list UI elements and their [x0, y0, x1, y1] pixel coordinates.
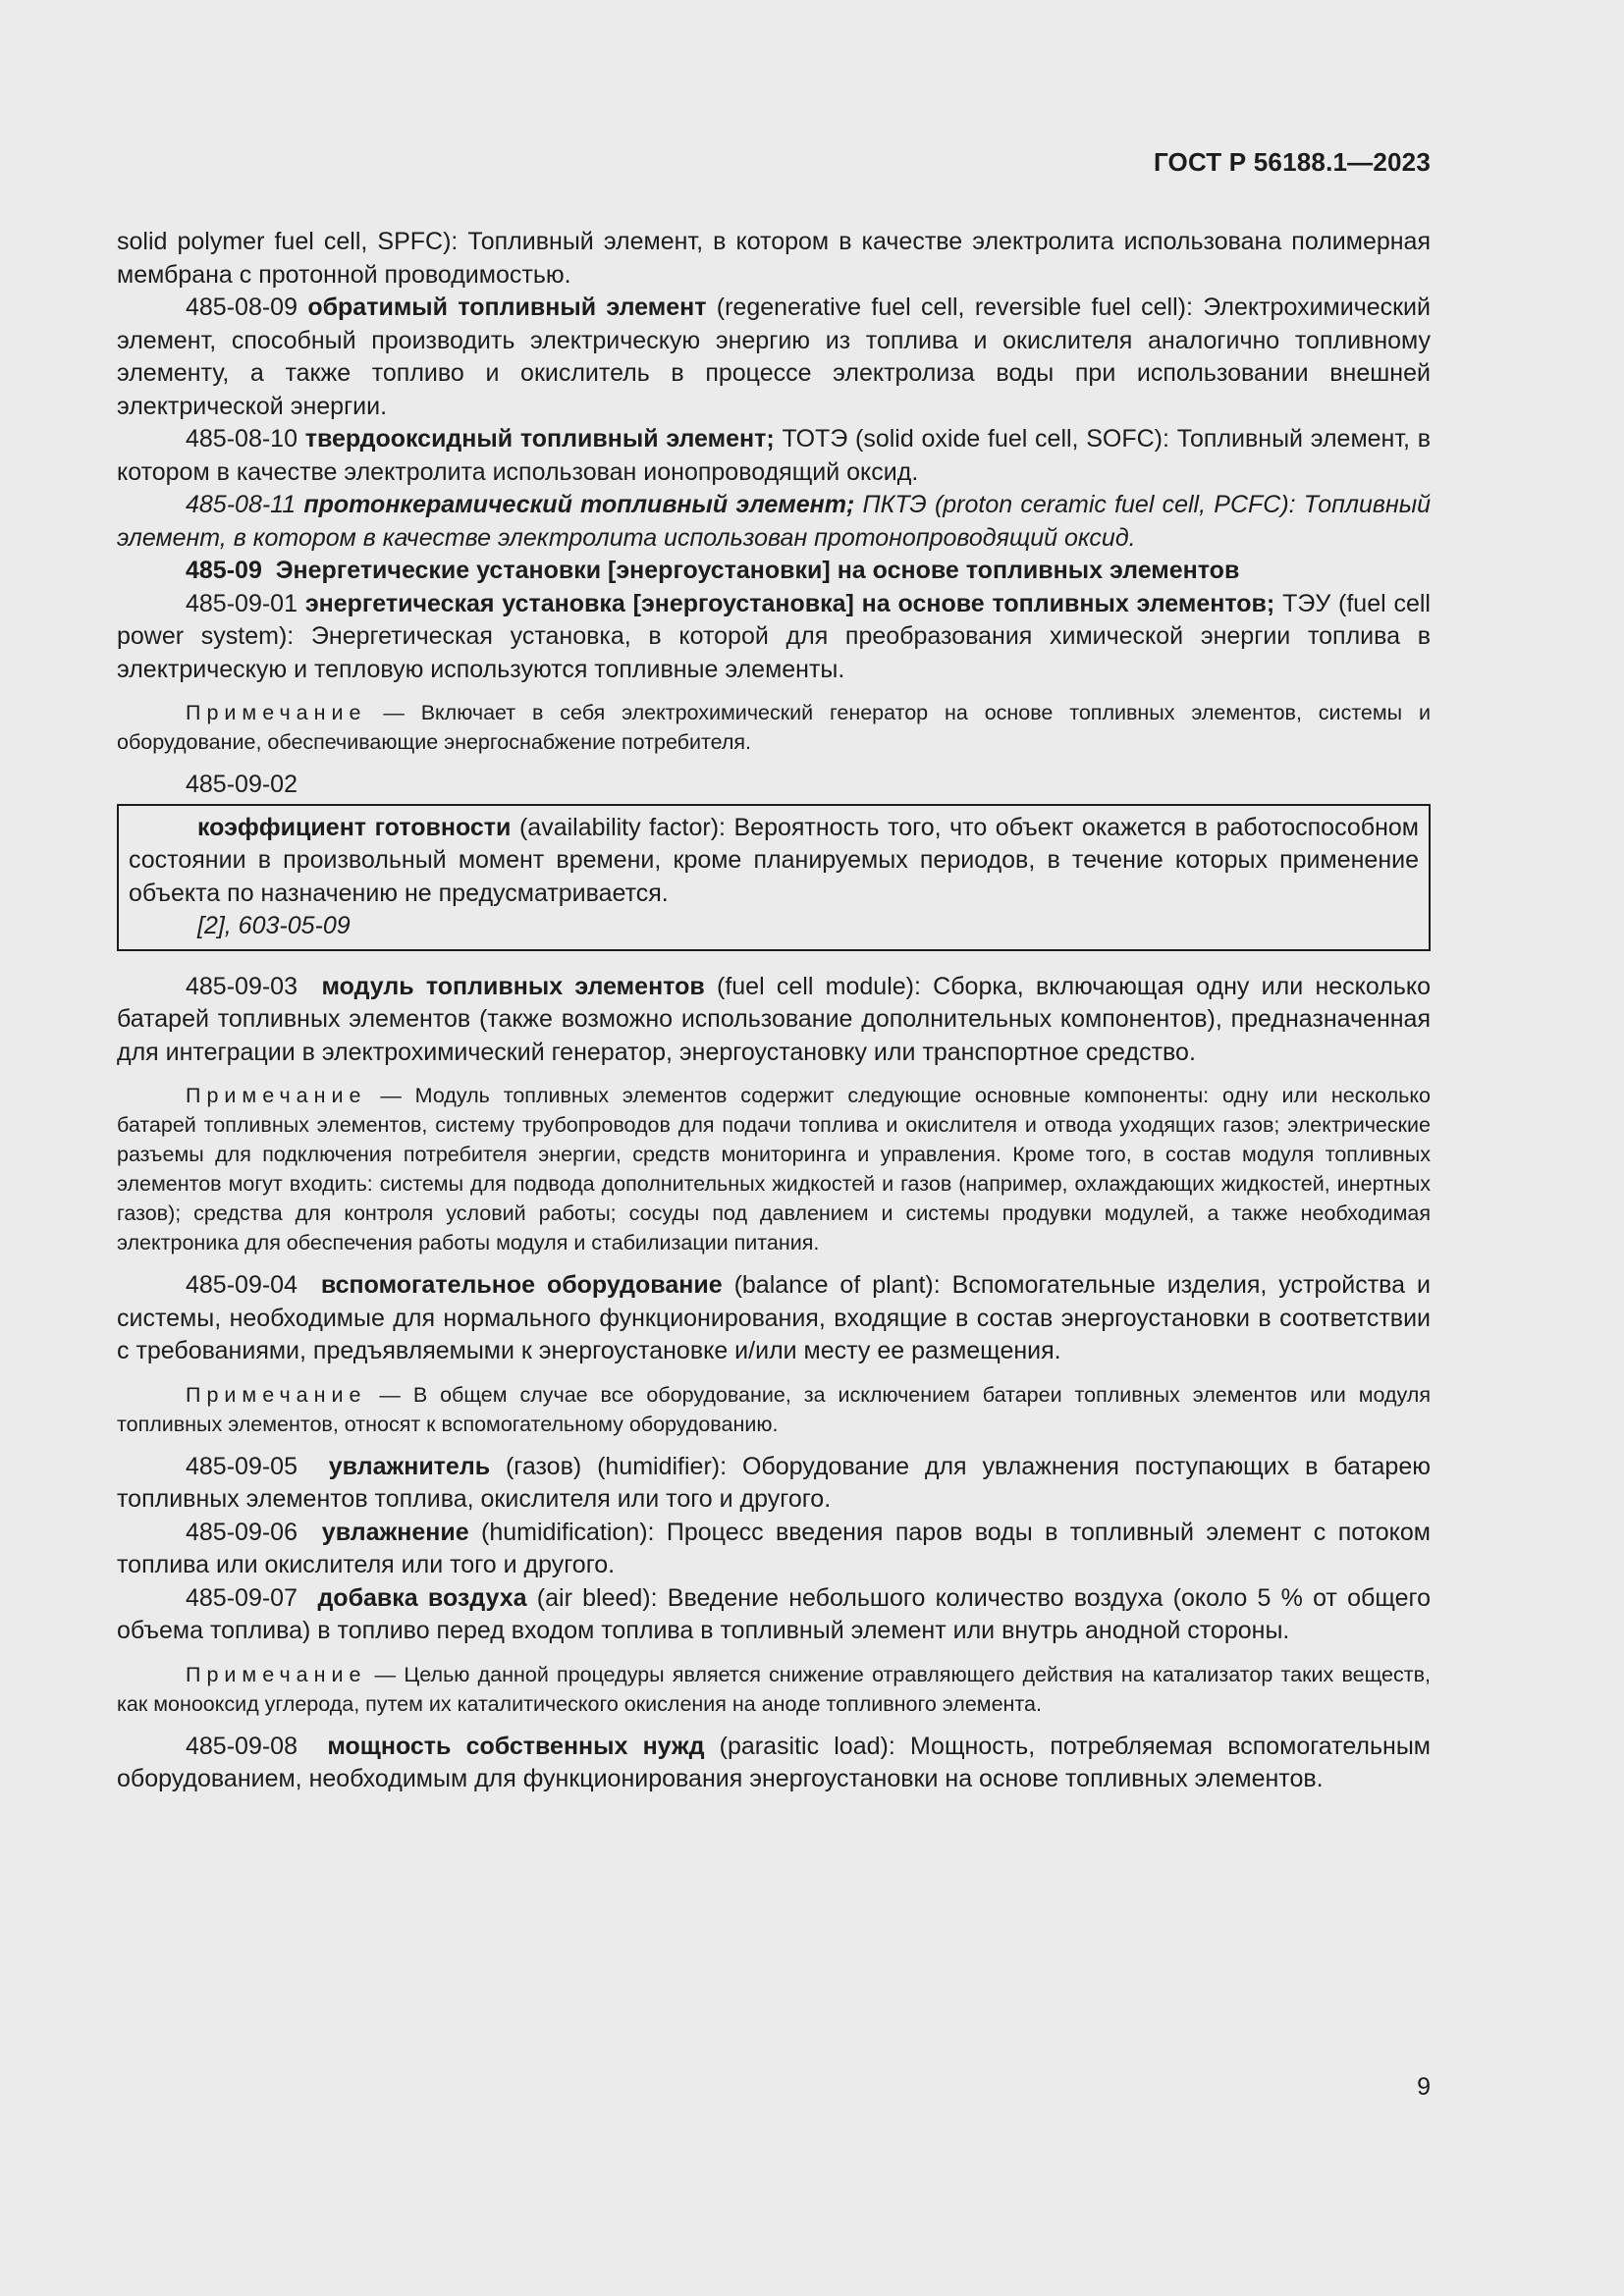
note-text: — В общем случае все оборудование, за исключением батареи топливных элементов или модуля топливных элементов, относят к вспомогательному оборудованию.: [117, 1382, 1431, 1436]
note-text: — Включает в себя электрохимический генератор на основе топливных элементов, системы и оборудование, обеспечивающие энергоснабжение потребителя.: [117, 701, 1431, 754]
term: модуль топливных элементов: [321, 972, 705, 1000]
term: энергетическая установка [энергоустановка] на основе топливных элементов;: [304, 589, 1275, 617]
entry-number: 485-09-02: [186, 771, 298, 798]
term: вспомогательное оборудование: [320, 1271, 723, 1299]
entry-485-09-03: [117, 971, 1431, 1070]
entry-485-09-08: [117, 1731, 1431, 1796]
entry-485-08-10: [117, 423, 1431, 489]
entry-number: 485-09-05: [186, 1452, 298, 1480]
definition-text: ТОТЭ (solid oxide fuel cell, SOFC): Топливный элемент, в котором в качестве электролита использован ионопроводящий оксид.: [117, 425, 1431, 486]
entry-485-09-07: [117, 1582, 1431, 1648]
term: увлажнитель: [328, 1452, 491, 1480]
term: обратимый топливный элемент: [307, 294, 707, 321]
note: [117, 1081, 1431, 1257]
standard-code: ГОСТ Р 56188.1—2023: [1153, 147, 1431, 177]
note-text: — Целью данной процедуры является снижение отравляющего действия на катализатор таких веществ, как монооксид углерода, путем их каталитического окисления на аноде топливного элемента.: [117, 1662, 1431, 1716]
entry-number: 485-09-03: [186, 972, 298, 1000]
entry-485-09-06: [117, 1517, 1431, 1582]
term: добавка воздуха: [317, 1583, 527, 1612]
definition-text: (regenerative fuel cell, reversible fuel cell): Электрохимический элемент, способный производить электрическую энергию из топлива и окислителя аналогично топливному элементу, а также топливо и окислитель в процессе электролиза воды при использовании внешней электрической энергии.: [117, 294, 1431, 420]
note-label: Примечание: [186, 1382, 367, 1407]
term: коэффициент готовности: [197, 813, 512, 841]
definition-text: solid polymer fuel cell, SPFC): Топливный элемент, в котором в качестве электролита использована полимерная мембрана с протонной проводимостью.: [117, 228, 1431, 289]
note: [117, 698, 1431, 757]
entry-number: 485-09-04: [186, 1271, 298, 1299]
entry-485-08-09: [117, 292, 1431, 423]
term: протонкерамический топливный элемент;: [303, 491, 855, 518]
entry-485-09-05: [117, 1451, 1431, 1517]
note: [117, 1380, 1431, 1439]
entry-number: 485-09-01: [186, 589, 298, 617]
page-content: [117, 226, 1431, 1796]
entry-number: 485-09-06: [186, 1518, 298, 1546]
entry-485-09-02-number: [117, 769, 1431, 802]
entry-485-09-04: [117, 1269, 1431, 1368]
definition-text: (air bleed): Введение небольшого количество воздуха (около 5 % от общего объема топлива) в топливо перед входом топлива в топливный элемент или внутрь анодной стороны.: [117, 1583, 1431, 1644]
definition-text: (balance of plant): Вспомогательные изделия, устройства и системы, необходимые для нормального функционирования, входящие в состав энергоустановки в соответствии с требованиями, предъявляемыми к энергоустановке и/или месту ее размещения.: [117, 1271, 1431, 1364]
term: мощность собственных нужд: [327, 1732, 705, 1760]
note-label: Примечание: [186, 701, 367, 724]
term: увлажнение: [321, 1518, 469, 1546]
entry-number: 485-09-08: [186, 1732, 298, 1760]
page-number: 9: [1417, 2073, 1431, 2101]
entry-number: 485-09-07: [186, 1583, 298, 1612]
entry-number: 485-08-09: [186, 294, 298, 321]
continued-paragraph: [117, 226, 1431, 292]
definition-text: ТЭУ (fuel cell power system): Энергетическая установка, в которой для преобразования химической энергии топлива в электрическую и тепловую используются топливные элементы.: [117, 589, 1431, 683]
entry-485-08-11: [117, 489, 1431, 555]
entry-number: 485-08-11: [186, 491, 297, 518]
definition-text: (humidification): Процесс введения паров воды в топливный элемент с потоком топлива или окислителя или того и другого.: [117, 1518, 1431, 1578]
definition-text: (parasitic load): Мощность, потребляемая вспомогательным оборудованием, необходимым для функционирования энергоустановки на основе топливных элементов.: [117, 1732, 1431, 1792]
definition-text: (availability factor): Вероятность того, что объект окажется в работоспособном состоянии в произвольный момент времени, кроме планируемых периодов, в течение которых применение объекта по назначению не предусматривается.: [129, 813, 1419, 907]
note-text: — Модуль топливных элементов содержит следующие основные компоненты: одну или несколько батарей топливных элементов, систему трубопроводов для подачи топлива и окислителя и отвода уходящих газов; электрические разъемы для подключения потребителя энергии, средств мониторинга и управления. Кроме того, в состав модуля топливных элементов могут входить: системы для подвода дополнительных жидкостей и газов (например, охлаждающих жидкостей, инертных газов); средства для контроля условий работы; сосуды под давлением и системы продувки модулей, а также необходимая электроника для обеспечения работы модуля и стабилизации питания.: [117, 1084, 1431, 1255]
section-number: 485-09: [186, 557, 262, 584]
note-label: Примечание: [186, 1662, 367, 1686]
definition-text: (газов) (humidifier): Оборудование для увлажнения поступающих в батарею топливных элементов топлива, окислителя или того и другого.: [117, 1452, 1431, 1513]
note-label: Примечание: [186, 1084, 367, 1107]
boxed-definition: [117, 804, 1431, 951]
reference-text: [2], 603-05-09: [197, 912, 351, 939]
entry-number: 485-08-10: [186, 425, 298, 453]
definition-text: (fuel cell module): Сборка, включающая одну или несколько батарей топливных элементов (также возможно использование дополнительных компонентов), предназначенная для интеграции в электрохимический генератор, энергоустановку или транспортное средство.: [117, 972, 1431, 1066]
entry-485-09-01: [117, 588, 1431, 687]
source-reference: [129, 910, 1419, 943]
section-title: Энергетические установки [энергоустановки] на основе топливных элементов: [275, 557, 1240, 584]
note: [117, 1660, 1431, 1719]
entry-485-09-02: [129, 812, 1419, 911]
definition-text: ПКТЭ (proton ceramic fuel cell, PCFC): Топливный элемент, в котором в качестве электролита использован протонопроводящий оксид.: [117, 491, 1432, 552]
section-heading: [117, 555, 1431, 588]
term: твердооксидный топливный элемент;: [304, 425, 775, 453]
